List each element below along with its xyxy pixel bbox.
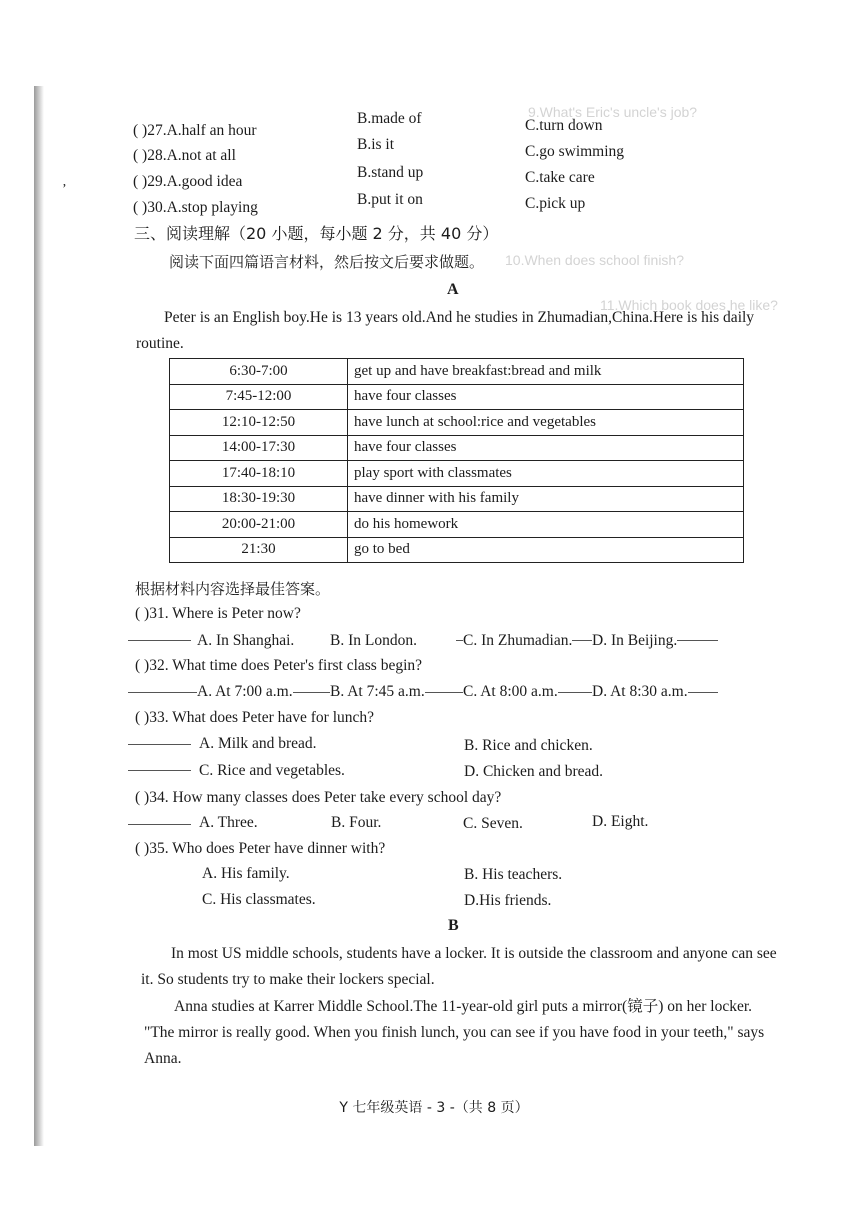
- passage-b-paragraph-1: In most US middle schools, students have a locker. It is outside the classroom and anyone can see it. So students try to make their lockers special.: [141, 945, 777, 988]
- bleed-through-text: 9.What's Eric's uncle's job?: [528, 104, 698, 120]
- answer-rule: [128, 640, 191, 641]
- cloze-row-27-b: B.made of: [357, 110, 422, 127]
- question-35-option-b: B. His teachers.: [464, 866, 563, 883]
- schedule-row: [170, 435, 744, 461]
- schedule-activity: have four classes: [348, 384, 744, 410]
- cloze-row-30-a: ( )30.A.stop playing: [133, 199, 258, 216]
- stray-mark: ʼ: [62, 182, 67, 197]
- question-34-option-a: A. Three.: [199, 814, 258, 831]
- question-31-option-b: B. In London.: [330, 632, 417, 649]
- scan-edge-shadow: [34, 86, 44, 1146]
- question-35-stem: ( )35. Who does Peter have dinner with?: [135, 840, 386, 857]
- question-32-option-b: B. At 7:45 a.m.: [330, 683, 425, 700]
- question-34-option-c: C. Seven.: [463, 815, 523, 832]
- cloze-row-28-a: ( )28.A.not at all: [133, 147, 236, 164]
- cloze-row-27-c: C.turn down: [525, 117, 603, 134]
- schedule-time: 14:00-17:30: [170, 435, 348, 461]
- schedule-row: [170, 359, 744, 385]
- question-32-option-d: D. At 8:30 a.m.: [592, 683, 688, 700]
- schedule-activity: go to bed: [348, 537, 744, 563]
- question-33-stem: ( )33. What does Peter have for lunch?: [135, 709, 375, 726]
- schedule-time: 21:30: [170, 537, 348, 563]
- answer-rule: [128, 744, 191, 745]
- question-35-option-d: D.His friends.: [464, 892, 552, 909]
- schedule-table: [169, 358, 744, 563]
- schedule-time: 20:00-21:00: [170, 512, 348, 538]
- schedule-activity: do his homework: [348, 512, 744, 538]
- question-32-option-a: A. At 7:00 a.m.: [197, 683, 293, 700]
- question-31-option-d: D. In Beijing.: [592, 632, 678, 649]
- bleed-through-text: 10.When does school finish?: [505, 252, 684, 268]
- schedule-time: 18:30-19:30: [170, 486, 348, 512]
- schedule-activity: play sport with classmates: [348, 461, 744, 487]
- cloze-row-29-a: ( )29.A.good idea: [133, 173, 243, 190]
- schedule-time: 12:10-12:50: [170, 410, 348, 436]
- schedule-time: 6:30-7:00: [170, 359, 348, 385]
- question-34-option-d: D. Eight.: [592, 813, 649, 830]
- section-instruction: 阅读下面四篇语言材料，然后按文后要求做题。: [169, 253, 485, 271]
- bleed-through-text: 11.Which book does he like?: [600, 297, 778, 313]
- question-instruction: 根据材料内容选择最佳答案。: [135, 580, 331, 598]
- cloze-row-28-c: C.go swimming: [525, 143, 625, 160]
- question-35-option-c: C. His classmates.: [202, 891, 316, 908]
- schedule-row: [170, 410, 744, 436]
- question-31-option-a: A. In Shanghai.: [197, 632, 295, 649]
- cloze-row-28-b: B.is it: [357, 136, 395, 153]
- schedule-row: [170, 537, 744, 563]
- schedule-time: 7:45-12:00: [170, 384, 348, 410]
- schedule-activity: get up and have breakfast:bread and milk: [348, 359, 744, 385]
- schedule-time: 17:40-18:10: [170, 461, 348, 487]
- question-35-option-a: A. His family.: [202, 865, 290, 882]
- passage-a-label: A: [447, 281, 459, 298]
- schedule-row: [170, 486, 744, 512]
- passage-b-label: B: [448, 917, 459, 934]
- schedule-activity: have four classes: [348, 435, 744, 461]
- question-33-option-c: C. Rice and vegetables.: [199, 762, 345, 779]
- answer-rule: [128, 824, 191, 825]
- question-31-option-c: C. In Zhumadian.: [463, 632, 573, 649]
- question-33-option-b: B. Rice and chicken.: [464, 737, 593, 754]
- schedule-row: [170, 512, 744, 538]
- cloze-row-27-a: ( )27.A.half an hour: [133, 122, 257, 139]
- cloze-row-30-c: C.pick up: [525, 195, 586, 212]
- cloze-row-29-b: B.stand up: [357, 164, 424, 181]
- answer-rule: [128, 770, 191, 771]
- schedule-activity: have lunch at school:rice and vegetables: [348, 410, 744, 436]
- passage-b-paragraph-2: Anna studies at Karrer Middle School.The 11-year-old girl puts a mirror(镜子) on her locker. "The mirror is really good. When you finish lunch, you can see if you have food in your teeth," says Anna.: [144, 998, 765, 1067]
- schedule-row: [170, 384, 744, 410]
- schedule-activity: have dinner with his family: [348, 486, 744, 512]
- question-33-option-a: A. Milk and bread.: [199, 735, 317, 752]
- page-footer: Y 七年级英语 - 3 -（共 8 页）: [339, 1100, 529, 1116]
- question-33-option-d: D. Chicken and bread.: [464, 763, 604, 780]
- cloze-row-29-c: C.take care: [525, 169, 595, 186]
- schedule-row: [170, 461, 744, 487]
- section-title: 三、阅读理解（20 小题，每小题 2 分，共 40 分）: [134, 224, 499, 243]
- passage-a-intro: Peter is an English boy.He is 13 years old.And he studies in Zhumadian,China.Here is his daily routine.: [136, 309, 755, 352]
- question-32-stem: ( )32. What time does Peter's first class begin?: [135, 657, 423, 674]
- question-31-stem: ( )31. Where is Peter now?: [135, 605, 301, 622]
- question-34-stem: ( )34. How many classes does Peter take every school day?: [135, 789, 502, 806]
- cloze-row-30-b: B.put it on: [357, 191, 423, 208]
- question-32-option-c: C. At 8:00 a.m.: [463, 683, 558, 700]
- question-34-option-b: B. Four.: [331, 814, 382, 831]
